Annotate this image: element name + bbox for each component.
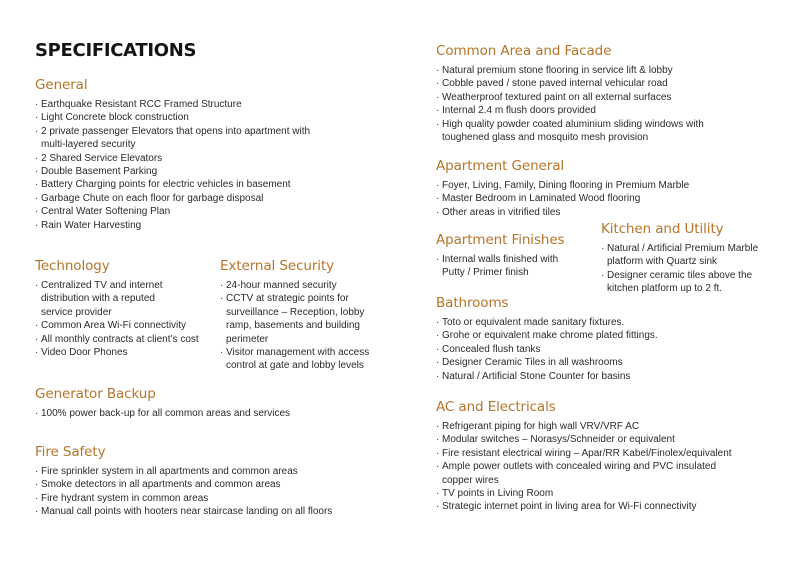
section-heading: Apartment General <box>436 158 565 174</box>
section-generator-backup <box>35 386 290 420</box>
section-heading: Common Area and Facade <box>436 43 612 59</box>
section-heading: Fire Safety <box>35 444 106 460</box>
page-title: SPECIFICATIONS <box>35 40 197 61</box>
list-item: · Earthquake Resistant RCC Framed Structure <box>35 98 310 111</box>
list-item: · Cobble paved / stone paved internal vehicular road <box>436 77 704 90</box>
list-item: · Fire hydrant system in common areas <box>35 492 332 505</box>
list-item: · 100% power back-up for all common areas and services <box>35 407 290 420</box>
list-item-continued: copper wires <box>442 474 499 486</box>
list-item-continued: multi-layered security <box>41 139 136 151</box>
list-item: · All monthly contracts at client’s cost <box>35 333 199 346</box>
list-item: · Designer ceramic tiles above the <box>601 269 758 282</box>
list-item: · Natural premium stone flooring in service lift & lobby <box>436 64 704 77</box>
section-general <box>35 77 310 232</box>
list-item: · Grohe or equivalent make chrome plated fittings. <box>436 329 658 342</box>
list-item: · 2 Shared Service Elevators <box>35 152 310 165</box>
list-item: · Garbage Chute on each floor for garbage disposal <box>35 192 310 205</box>
list-item: · Manual call points with hooters near staircase landing on all floors <box>35 505 332 518</box>
list-item-continued: toughened glass and mosquito mesh provision <box>442 132 649 144</box>
list-item-continued: control at gate and lobby levels <box>226 360 364 372</box>
list-item: · Foyer, Living, Family, Dining flooring in Premium Marble <box>436 179 689 192</box>
section-heading: Kitchen and Utility <box>601 221 724 237</box>
section-apartment-finishes <box>436 232 565 280</box>
section-heading: Apartment Finishes <box>436 232 565 248</box>
list-item: · Fire sprinkler system in all apartments and common areas <box>35 465 332 478</box>
list-item: · Designer Ceramic Tiles in all washrooms <box>436 356 658 369</box>
section-common-area <box>436 43 704 144</box>
section-heading: Technology <box>35 258 110 274</box>
list-item-continued: kitchen platform up to 2 ft. <box>607 283 723 295</box>
list-item: · Ample power outlets with concealed wiring and PVC insulated <box>436 460 732 473</box>
section-heading: AC and Electricals <box>436 399 556 415</box>
list-item: · Rain Water Harvesting <box>35 219 310 232</box>
list-item: · Central Water Softening Plan <box>35 205 310 218</box>
list-item: · Battery Charging points for electric vehicles in basement <box>35 178 310 191</box>
list-item-continued: distribution with a reputed <box>41 293 155 305</box>
section-fire-safety <box>35 444 332 519</box>
list-item: · Smoke detectors in all apartments and common areas <box>35 478 332 491</box>
list-item: · Double Basement Parking <box>35 165 310 178</box>
list-item: · Internal 2.4 m flush doors provided <box>436 104 704 117</box>
list-item: · Fire resistant electrical wiring – Apar/RR Kabel/Finolex/equivalent <box>436 447 732 460</box>
list-item: · Modular switches – Norasys/Schneider or equivalent <box>436 433 732 446</box>
list-item-continued: platform with Quartz sink <box>607 256 718 268</box>
list-item: · Concealed flush tanks <box>436 343 658 356</box>
list-item-continued: Putty / Primer finish <box>442 267 529 279</box>
list-item: · TV points in Living Room <box>436 487 732 500</box>
list-item: · Natural / Artificial Premium Marble <box>601 242 758 255</box>
list-item: · Master Bedroom in Laminated Wood flooring <box>436 192 689 205</box>
list-item: · Video Door Phones <box>35 346 199 359</box>
list-item: · CCTV at strategic points for <box>220 292 369 305</box>
section-ac-electricals <box>436 399 732 514</box>
list-item: · Internal walls finished with <box>436 253 565 266</box>
section-technology <box>35 258 199 359</box>
list-item: · Light Concrete block construction <box>35 111 310 124</box>
section-kitchen-utility <box>601 221 758 296</box>
list-item: · Common Area Wi-Fi connectivity <box>35 319 199 332</box>
list-item-continued: ramp, basements and building <box>226 320 360 332</box>
list-item-continued: perimeter <box>226 333 269 345</box>
section-external-security <box>220 258 369 373</box>
section-bathrooms <box>436 295 658 383</box>
section-apartment-general <box>436 158 689 219</box>
list-item: · Weatherproof textured paint on all external surfaces <box>436 91 704 104</box>
list-item: · Visitor management with access <box>220 346 369 359</box>
list-item-continued: surveillance – Reception, lobby <box>226 306 365 318</box>
list-item: · High quality powder coated aluminium sliding windows with <box>436 118 704 131</box>
list-item: · Centralized TV and internet <box>35 279 199 292</box>
list-item: · Toto or equivalent made sanitary fixtures. <box>436 316 658 329</box>
list-item: · Natural / Artificial Stone Counter for basins <box>436 370 658 383</box>
section-heading: Bathrooms <box>436 295 509 311</box>
section-heading: External Security <box>220 258 335 274</box>
list-item-continued: service provider <box>41 306 112 318</box>
list-item: · Refrigerant piping for high wall VRV/VRF AC <box>436 420 732 433</box>
list-item: · 2 private passenger Elevators that opens into apartment with <box>35 125 310 138</box>
section-heading: Generator Backup <box>35 386 156 402</box>
section-heading: General <box>35 77 88 93</box>
list-item: · Other areas in vitrified tiles <box>436 206 689 219</box>
list-item: · Strategic internet point in living area for Wi-Fi connectivity <box>436 500 732 513</box>
list-item: · 24-hour manned security <box>220 279 369 292</box>
